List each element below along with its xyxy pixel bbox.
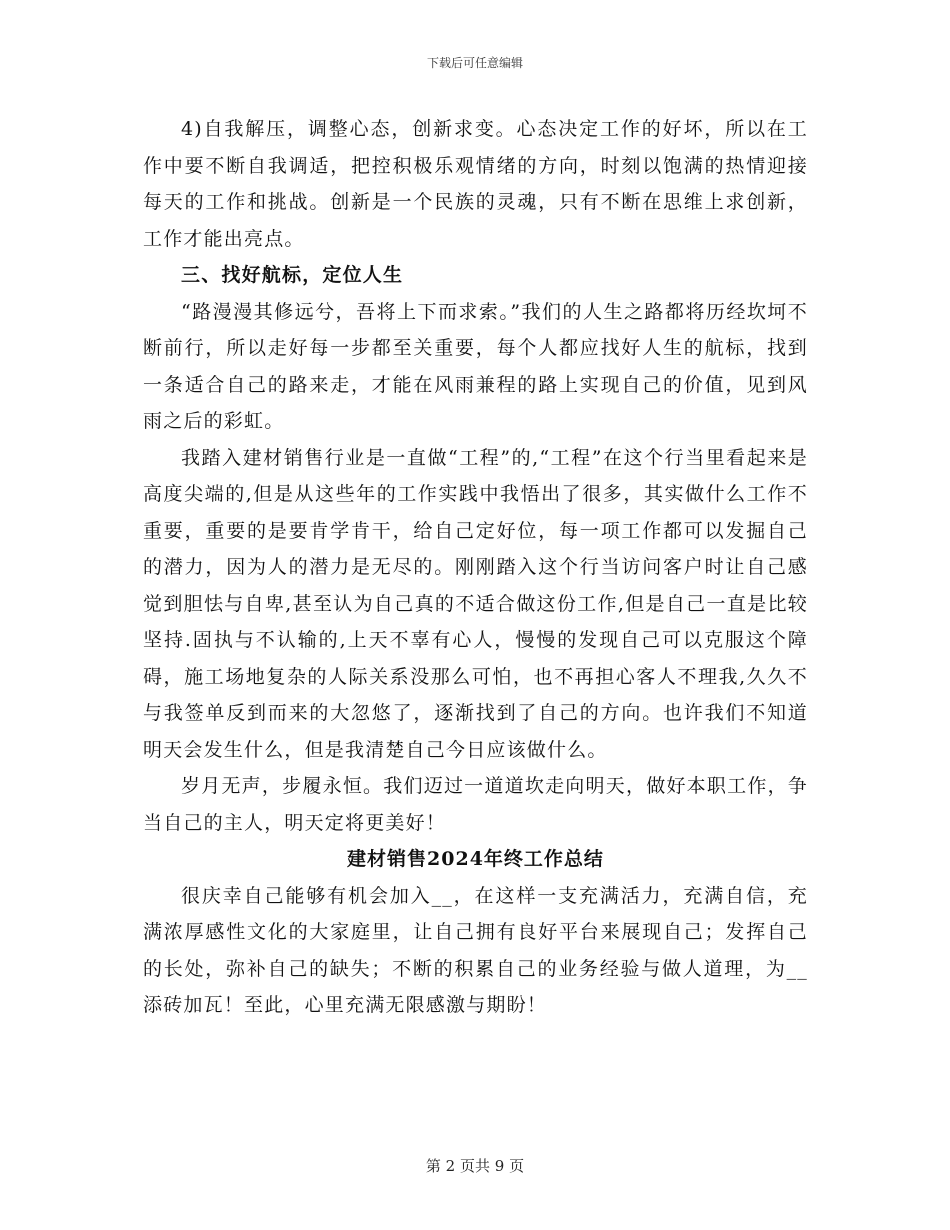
paragraph-closing: 岁月无声，步履永恒。我们迈过一道道坎走向明天，做好本职工作，争当自己的主人，明天定将更美好！: [143, 775, 808, 834]
paragraph-quote: “路漫漫其修远兮，吾将上下而求索。”我们的人生之路都将历经坎坷不断前行，所以走好每一步都至关重要，每个人都应找好人生的航标，找到一条适合自己的路来走，才能在风雨兼程的路上实现自己的价值，见到风雨之后的彩虹。: [143, 300, 808, 432]
page-header: 下载后可任意编辑: [426, 56, 523, 70]
document-title: 建材销售2024年终工作总结: [347, 848, 604, 870]
paragraph-experience: 我踏入建材销售行业是一直做“工程”的,“工程”在这个行当里看起来是高度尖端的,但是从这些年的工作实践中我悟出了很多，其实做什么工作不重要，重要的是要肯学肯干，给自己定好位，每一项工作都可以发掘自己的潜力，因为人的潜力是无尽的。刚刚踏入这个行当访问客户时让自己感觉到胆怯与自卑,甚至认为自己真的不适合做这份工作,但是自己一直是比较坚持.固执与不认输的,上天不辜有心人，慢慢的发现自己可以克服这个障碍，施工场地复杂的人际关系没那么可怕，也不再担心客人不理我,久久不与我签单反到而来的大忽悠了，逐渐找到了自己的方向。也许我们不知道明天会发生什么，但是我清楚自己今日应该做什么。: [143, 446, 808, 761]
page-number: 第 2 页共 9 页: [425, 1157, 525, 1175]
section-heading-3: 三、找好航标，定位人生: [181, 264, 404, 286]
paragraph-intro: 很庆幸自己能够有机会加入__，在这样一支充满活力，充满自信，充满浓厚感性文化的大家庭里，让自己拥有良好平台来展现自己；发挥自己的长处，弥补自己的缺失；不断的积累自己的业务经验与做人道理，为__添砖加瓦！至此，心里充满无限感激与期盼！: [143, 884, 808, 1016]
paragraph-self-relief: 4)自我解压，调整心态，创新求变。心态决定工作的好坏，所以在工作中要不断自我调适，把控积极乐观情绪的方向，时刻以饱满的热情迎接每天的工作和挑战。创新是一个民族的灵魂，只有不断在思维上求创新，工作才能出亮点。: [143, 118, 808, 250]
document-body: [143, 111, 808, 1024]
